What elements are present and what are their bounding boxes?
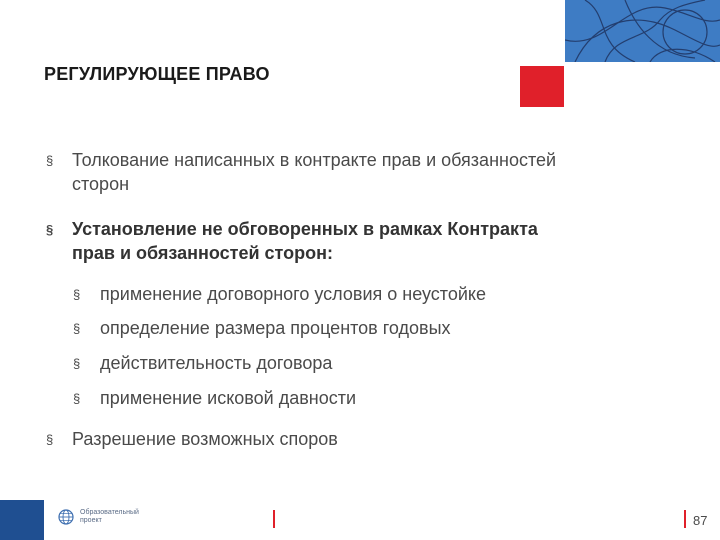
bullet-text: применение договорного условия о неустойке (100, 284, 486, 304)
bullet-item (46, 148, 672, 196)
sub-bullet-item (73, 282, 660, 306)
footer-blue-block (0, 500, 44, 540)
bullet-marker: § (46, 432, 54, 447)
footer-separator (273, 510, 275, 528)
sub-bullet-item (73, 386, 660, 410)
bullet-marker: § (73, 321, 81, 336)
bullet-text: определение размера процентов годовых (100, 318, 451, 338)
bullet-text-line: прав и обязанностей сторон: (72, 243, 333, 263)
slide-title: РЕГУЛИРУЮЩЕЕ ПРАВО (44, 64, 270, 84)
footer-separator (684, 510, 686, 528)
logo-text-line: проект (80, 517, 102, 524)
bullet-text: применение исковой давности (100, 388, 357, 408)
bullet-marker: § (73, 391, 81, 406)
bullet-marker: § (46, 222, 54, 237)
bullet-item (46, 427, 672, 451)
sub-bullet-item (73, 316, 660, 340)
bullet-marker: § (73, 356, 81, 371)
bullet-marker: § (73, 287, 81, 302)
bullet-text: действительность договора (100, 353, 333, 373)
bullet-text-line: Толкование написанных в контракте прав и обязанностей (72, 150, 557, 170)
footer-logo-text (80, 509, 139, 525)
globe-logo-icon (58, 509, 74, 525)
sub-bullet-item (73, 351, 660, 375)
page-number: 87 (693, 513, 708, 528)
bullet-item (46, 217, 672, 265)
bullet-text-line: сторон (72, 174, 130, 194)
bullet-text-line: Установление не обговоренных в рамках Контракта (72, 219, 538, 239)
bullet-marker: § (46, 153, 54, 168)
bullet-text: Разрешение возможных споров (72, 429, 338, 449)
decorative-blue-panel (565, 0, 720, 62)
logo-text-line: Образовательный (80, 509, 139, 516)
decorative-red-square (520, 66, 564, 107)
decorative-curves-graphic (565, 0, 720, 62)
